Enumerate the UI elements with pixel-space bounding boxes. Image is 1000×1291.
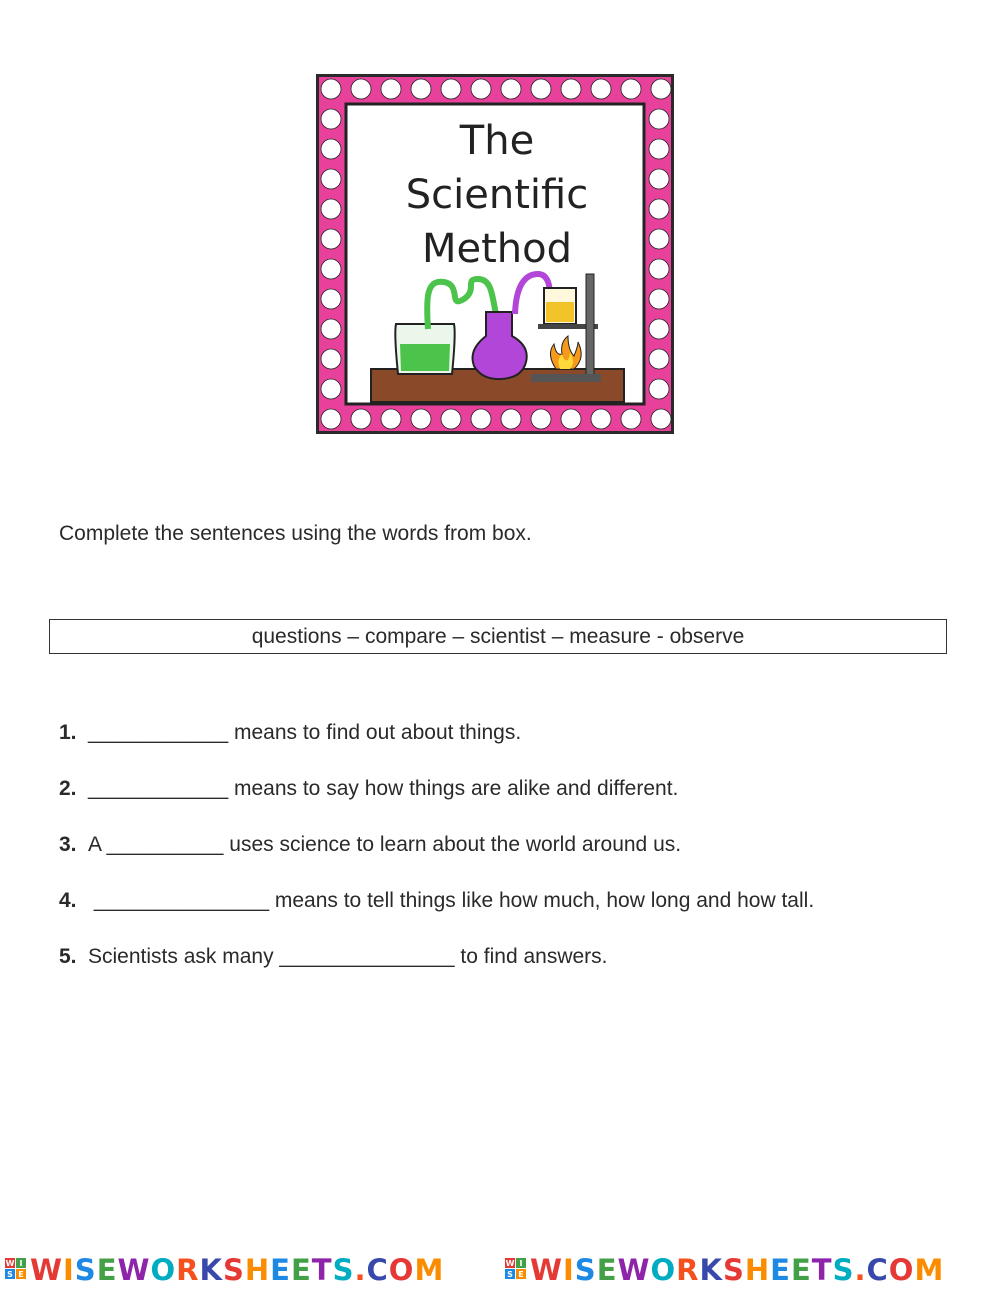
question-number: 3. xyxy=(59,833,77,856)
question-3 xyxy=(59,833,681,857)
question-number: 5. xyxy=(59,945,77,968)
question-4 xyxy=(59,889,814,913)
question-text: ____________ means to say how things are alike and different. xyxy=(88,777,679,800)
cover-image xyxy=(316,74,674,434)
svg-text:I: I xyxy=(519,1259,523,1268)
question-1 xyxy=(59,721,521,745)
watermark-footer xyxy=(0,1252,1000,1288)
question-text: ____________ means to find out about things. xyxy=(88,721,522,744)
question-5 xyxy=(59,945,608,969)
question-number: 1. xyxy=(59,721,77,744)
wise-logo-icon xyxy=(505,1258,526,1279)
question-number: 4. xyxy=(59,889,77,912)
watermark-text-2: WISEWORKSHEETS.COM xyxy=(530,1253,945,1287)
instruction-text: Complete the sentences using the words from box. xyxy=(59,522,532,545)
svg-text:E: E xyxy=(18,1270,24,1279)
cover-title-line2: Scientific xyxy=(405,172,589,218)
svg-text:I: I xyxy=(19,1259,23,1268)
wise-logo-icon xyxy=(5,1258,26,1279)
question-text: Scientists ask many _______________ to find answers. xyxy=(88,945,608,968)
cover-title-line3: Method xyxy=(421,226,573,272)
question-text: _______________ means to tell things like how much, how long and how tall. xyxy=(88,889,815,912)
svg-text:S: S xyxy=(507,1270,513,1279)
svg-text:W: W xyxy=(5,1259,15,1268)
word-bank-box: questions – compare – scientist – measure - observe xyxy=(49,619,947,654)
question-2 xyxy=(59,777,678,801)
svg-text:W: W xyxy=(505,1259,515,1268)
svg-text:S: S xyxy=(7,1270,13,1279)
question-number: 2. xyxy=(59,777,77,800)
watermark-text-1: WISEWORKSHEETS.COM xyxy=(30,1253,445,1287)
cover-title-line1: The xyxy=(459,118,535,164)
svg-text:E: E xyxy=(518,1270,524,1279)
question-text: A __________ uses science to learn about the world around us. xyxy=(88,833,682,856)
